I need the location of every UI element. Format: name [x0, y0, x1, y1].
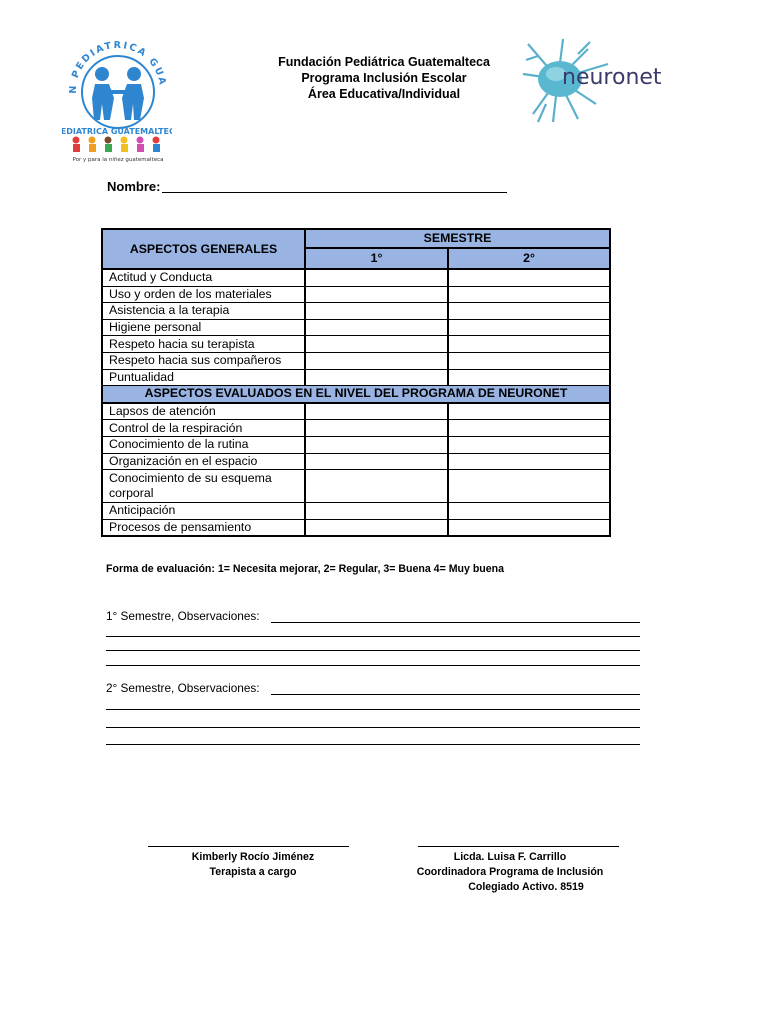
signature-right-name: Licda. Luisa F. Carrillo: [453, 851, 567, 863]
header-line-3: Área Educativa/Individual: [307, 87, 461, 101]
logo-arc-top: N PEDIATRICA GUA: [67, 39, 168, 94]
score-cell-sem1[interactable]: [305, 519, 448, 536]
nombre-label: Nombre:: [107, 179, 161, 194]
score-cell-sem2[interactable]: [448, 503, 610, 520]
header-line-2: Programa Inclusión Escolar: [301, 71, 467, 85]
score-cell-sem1[interactable]: [305, 369, 448, 386]
score-cell-sem1[interactable]: [305, 336, 448, 353]
aspect-label: Higiene personal: [102, 319, 305, 336]
svg-text:PEDIATRICA GUATEMALTECA: EDIATRICA GUATEMALTEC: [62, 127, 172, 136]
signature-right: [400, 850, 620, 895]
obs2-line-1[interactable]: [271, 694, 640, 695]
score-cell-sem2[interactable]: [448, 369, 610, 386]
score-cell-sem1[interactable]: [305, 319, 448, 336]
score-cell-sem1[interactable]: [305, 470, 448, 503]
score-cell-sem1[interactable]: [305, 453, 448, 470]
aspect-label: Puntualidad: [102, 369, 305, 386]
score-cell-sem1[interactable]: [305, 303, 448, 320]
signature-line-right[interactable]: [418, 846, 619, 847]
section2-header-row: [102, 386, 610, 403]
obs1-line-2[interactable]: [106, 636, 640, 637]
aspect-label: Respeto hacia su terapista: [102, 336, 305, 353]
obs1-label: 1° Semestre, Observaciones:: [106, 609, 260, 623]
header-semestre: SEMESTRE: [305, 229, 610, 248]
table-row: [102, 453, 610, 470]
table-row: [102, 336, 610, 353]
table-row: [102, 519, 610, 536]
score-cell-sem2[interactable]: [448, 269, 610, 286]
score-cell-sem2[interactable]: [448, 403, 610, 420]
table-row: [102, 403, 610, 420]
score-cell-sem2[interactable]: [448, 436, 610, 453]
table-row: [102, 503, 610, 520]
header-aspectos-generales: ASPECTOS GENERALES: [102, 229, 305, 269]
aspect-label: Lapsos de atención: [102, 403, 305, 420]
score-cell-sem2[interactable]: [448, 420, 610, 437]
score-cell-sem2[interactable]: [448, 303, 610, 320]
aspect-label: Control de la respiración: [102, 420, 305, 437]
score-cell-sem1[interactable]: [305, 503, 448, 520]
aspect-label: Conocimiento de la rutina: [102, 436, 305, 453]
obs2-line-2[interactable]: [106, 709, 640, 710]
score-cell-sem1[interactable]: [305, 286, 448, 303]
aspect-label: Respeto hacia sus compañeros: [102, 352, 305, 369]
aspect-label: Organización en el espacio: [102, 453, 305, 470]
obs1-line-3[interactable]: [106, 650, 640, 651]
score-cell-sem2[interactable]: [448, 352, 610, 369]
forma-evaluacion: Forma de evaluación: 1= Necesita mejorar, 2= Regular, 3= Buena 4= Muy buena: [106, 563, 505, 575]
aspect-label: Actitud y Conducta: [102, 269, 305, 286]
score-cell-sem2[interactable]: [448, 319, 610, 336]
score-cell-sem1[interactable]: [305, 436, 448, 453]
logo-tagline: Por y para la niñez guatemalteca: [72, 157, 164, 163]
obs2-line-3[interactable]: [106, 727, 640, 728]
score-cell-sem1[interactable]: [305, 403, 448, 420]
signature-right-extra: Colegiado Activo. 8519: [468, 881, 584, 893]
obs1-line-4[interactable]: [106, 665, 640, 666]
table-row: [102, 420, 610, 437]
aspect-label: Anticipación: [102, 503, 305, 520]
neuronet-wordmark: neuronet: [562, 65, 662, 90]
signature-line-left[interactable]: [148, 846, 349, 847]
header-sem-2: 2°: [448, 248, 610, 269]
aspect-label: Asistencia a la terapia: [102, 303, 305, 320]
score-cell-sem2[interactable]: [448, 453, 610, 470]
signature-left: [148, 850, 358, 880]
score-cell-sem1[interactable]: [305, 352, 448, 369]
score-cell-sem2[interactable]: [448, 286, 610, 303]
header-line-1: Fundación Pediátrica Guatemalteca: [278, 55, 490, 69]
general-rows: [102, 269, 610, 386]
section2-rows: [102, 403, 610, 537]
score-cell-sem1[interactable]: [305, 420, 448, 437]
aspect-label: Conocimiento de su esquema corporal: [102, 470, 305, 503]
obs2-label: 2° Semestre, Observaciones:: [106, 681, 260, 695]
score-cell-sem2[interactable]: [448, 470, 610, 503]
signature-left-role: Terapista a cargo: [209, 866, 297, 878]
signature-right-role: Coordinadora Programa de Inclusión: [416, 866, 604, 878]
table-row: [102, 352, 610, 369]
table-row: [102, 269, 610, 286]
nombre-input-line[interactable]: [162, 192, 507, 193]
table-row: [102, 286, 610, 303]
table-row: [102, 369, 610, 386]
obs2-line-4[interactable]: [106, 744, 640, 745]
aspect-label: Procesos de pensamiento: [102, 519, 305, 536]
neuronet-logo: [518, 34, 690, 124]
table-row: [102, 303, 610, 320]
score-cell-sem2[interactable]: [448, 519, 610, 536]
fundacion-logo: [62, 34, 172, 166]
table-row: [102, 319, 610, 336]
aspect-label: Uso y orden de los materiales: [102, 286, 305, 303]
signature-left-name: Kimberly Rocío Jiménez: [191, 851, 315, 863]
evaluation-table: [101, 228, 611, 537]
section2-title: ASPECTOS EVALUADOS EN EL NIVEL DEL PROGRAMA DE NEURONET: [102, 386, 610, 403]
score-cell-sem2[interactable]: [448, 336, 610, 353]
header-sem-1: 1°: [305, 248, 448, 269]
obs1-line-1[interactable]: [271, 622, 640, 623]
document-header: [234, 54, 534, 102]
score-cell-sem1[interactable]: [305, 269, 448, 286]
table-header-row: [102, 229, 610, 248]
table-row: [102, 436, 610, 453]
table-row: [102, 470, 610, 503]
